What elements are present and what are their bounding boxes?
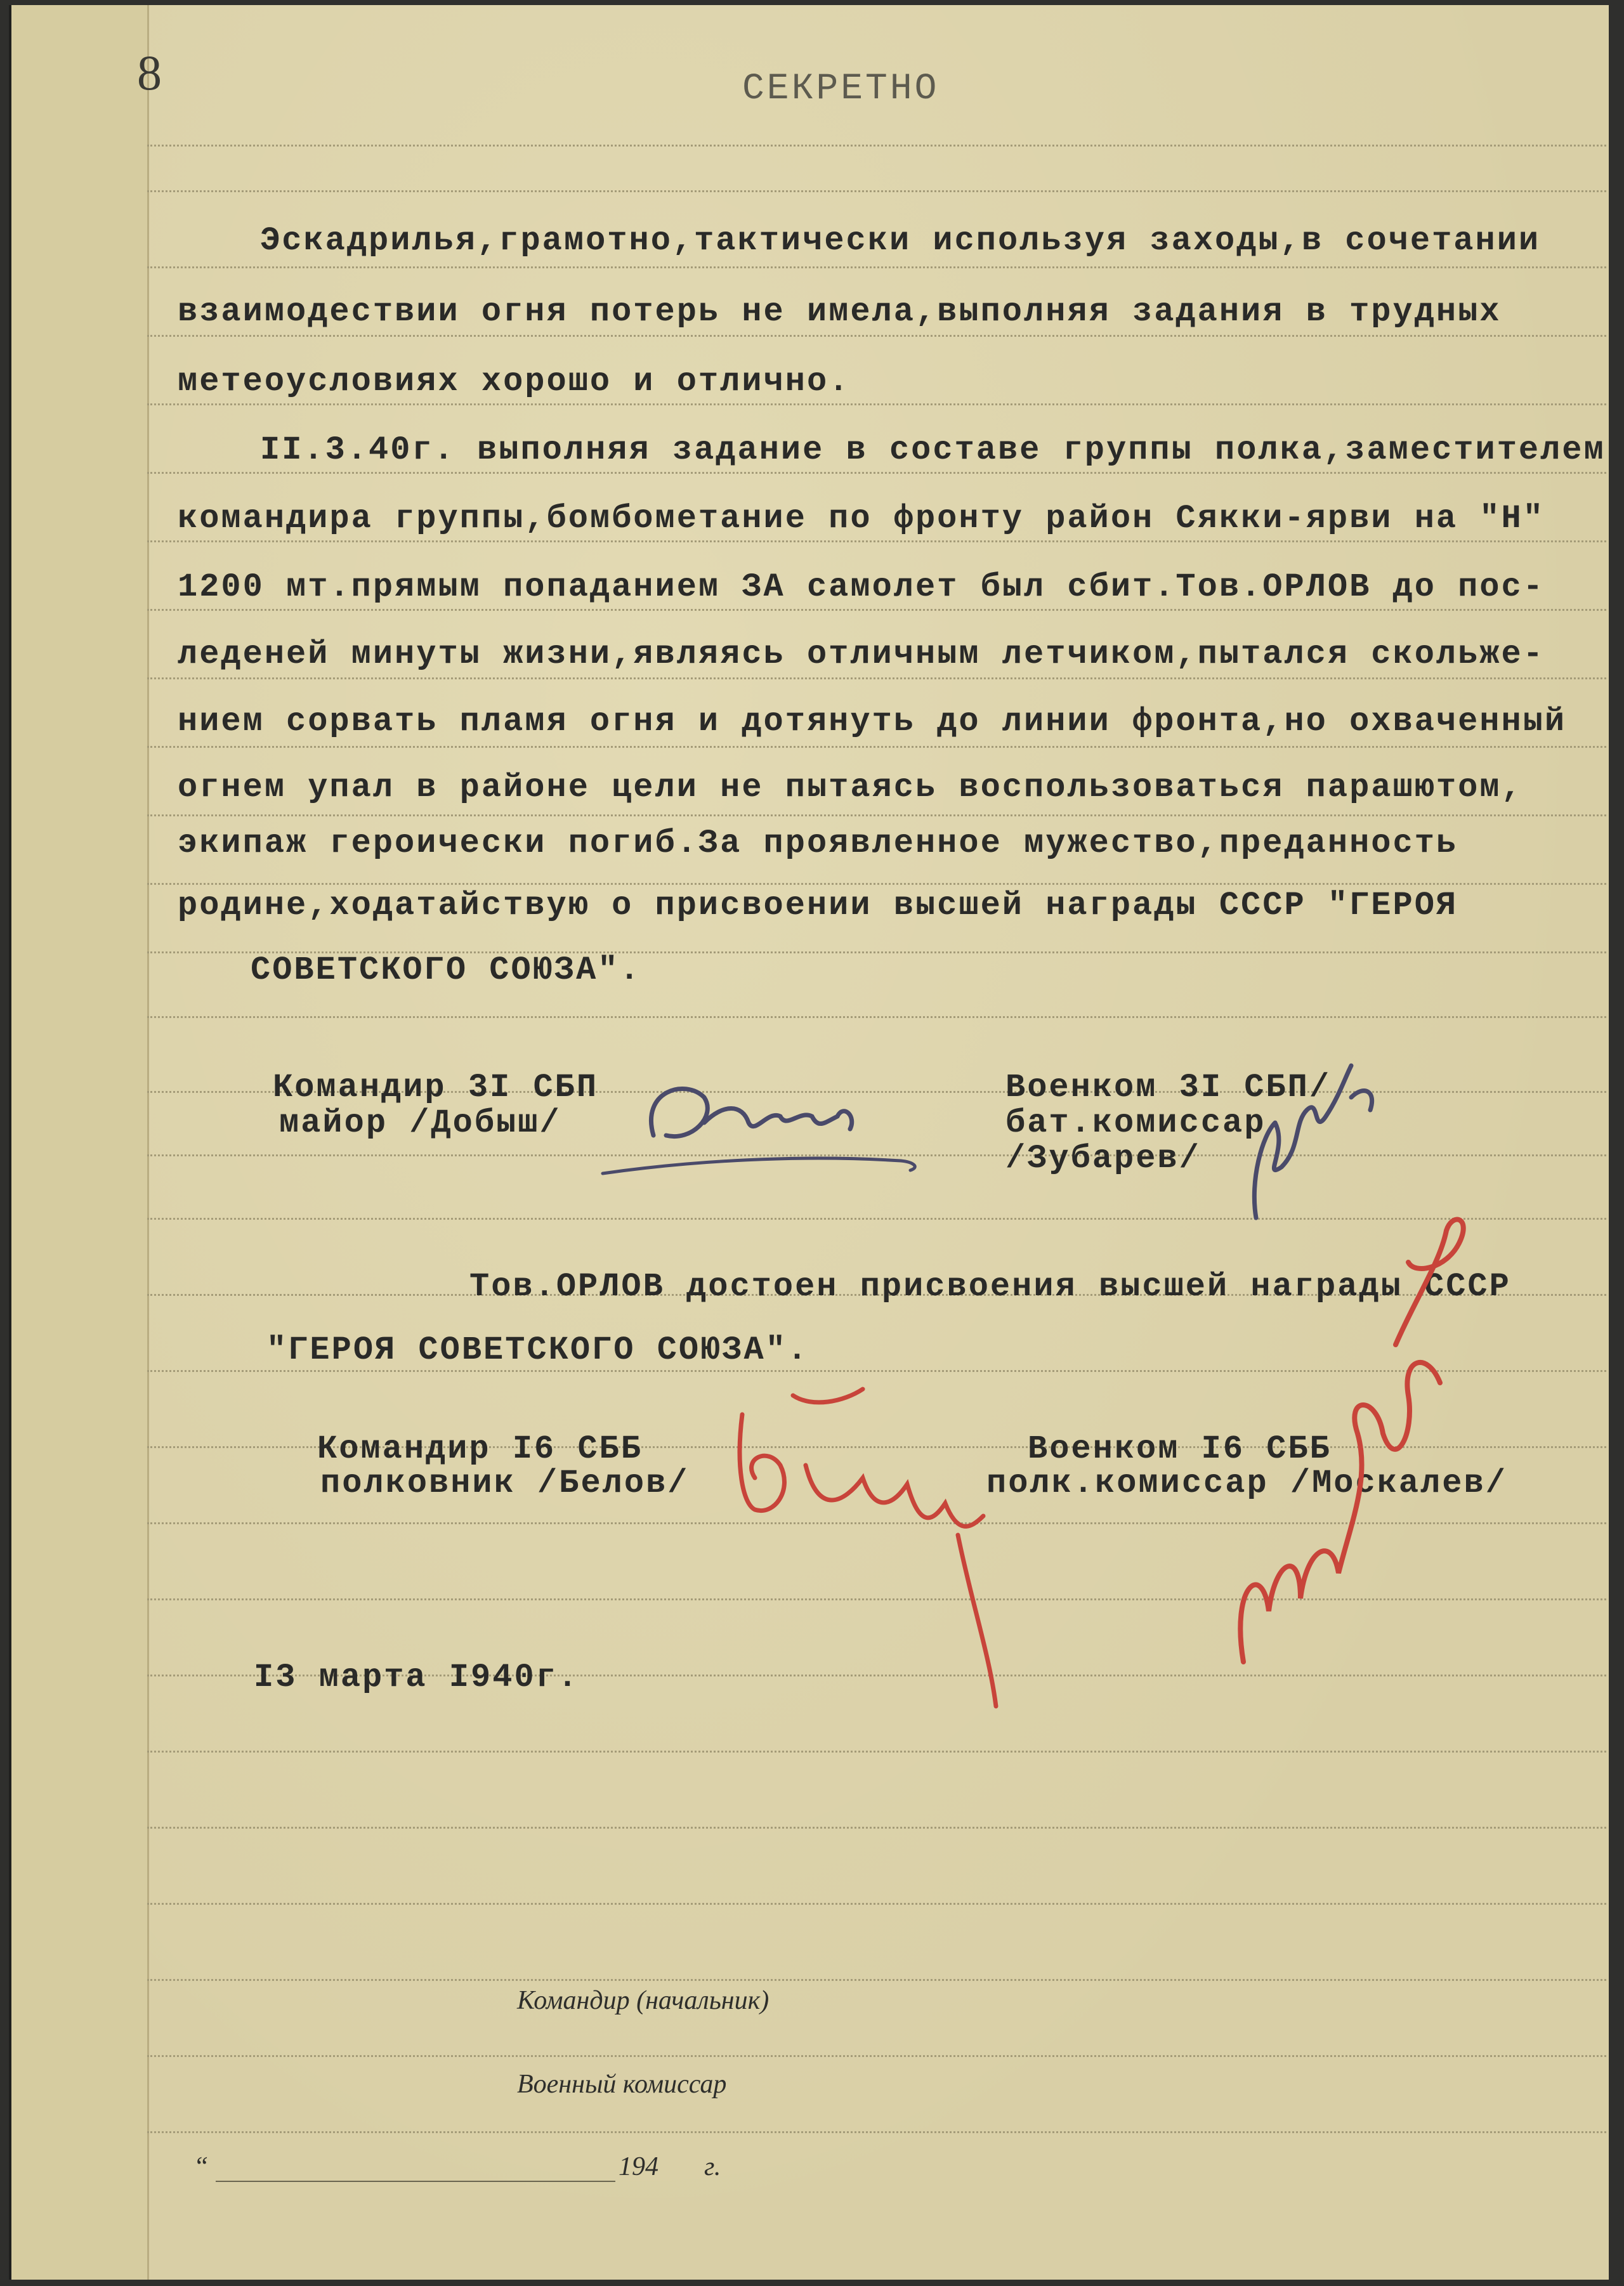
binding-edge	[9, 5, 11, 2280]
ruled-line	[147, 609, 1606, 611]
ruled-line	[147, 266, 1606, 268]
body-text-line: 1200 мт.прямым попаданием ЗА самолет был сбит.Тов.ОРЛОВ до пос-	[178, 568, 1545, 606]
ruled-line	[147, 1903, 1606, 1905]
ruled-line	[147, 1827, 1606, 1829]
signature-zubarev	[1237, 1053, 1427, 1231]
date-underline	[216, 2181, 615, 2182]
regiment-commissar-title: Военком 3I СБП/	[1005, 1069, 1332, 1106]
page-number: 8	[137, 45, 162, 100]
body-text-line: командира группы,бомбометание по фронту район Сякки-ярви на "Н"	[178, 500, 1545, 537]
body-text-line: метеоусловиях хорошо и отлично.	[178, 363, 851, 400]
form-label-year-suffix: г.	[704, 2152, 721, 2181]
brigade-commander-name: полковник /Белов/	[320, 1465, 690, 1502]
ruled-line	[147, 403, 1606, 405]
ruled-line	[147, 746, 1606, 748]
conclusion-line-2: "ГЕРОЯ СОВЕТСКОГО СОЮЗА".	[266, 1331, 809, 1369]
ruled-line	[147, 190, 1606, 192]
ruled-line	[147, 677, 1606, 679]
secrecy-stamp: СЕКРЕТНО	[742, 69, 940, 110]
body-text-line: Эскадрилья,грамотно,тактически используя заходы,в сочетании	[260, 222, 1541, 259]
regiment-commissar-name: /Зубарев/	[1005, 1140, 1201, 1177]
ruled-line	[147, 883, 1606, 885]
body-text-line: взаимодествии огня потерь не имела,выполняя задания в трудных	[178, 293, 1502, 330]
form-label-date-quote: “	[193, 2152, 209, 2181]
brigade-commander-title: Командир I6 СББ	[317, 1430, 643, 1468]
ruled-line	[147, 2055, 1606, 2057]
ruled-line	[147, 814, 1606, 816]
body-text-line: II.3.40г. выполняя задание в составе группы полка,заместителем	[260, 431, 1606, 469]
body-text-line: родине,ходатайствую о присвоении высшей награды СССР "ГЕРОЯ	[178, 887, 1458, 924]
ruled-line	[147, 472, 1606, 474]
regiment-commander-name: майор /Добыш/	[279, 1104, 561, 1142]
body-text-line: леденей минуты жизни,являясь отличным летчиком,пытался скольже-	[178, 636, 1545, 673]
ruled-line	[147, 145, 1606, 147]
form-label-commissar: Военный комиссар	[517, 2070, 727, 2099]
body-text-line: огнем упал в районе цели не пытаясь воспользоваться парашютом,	[178, 769, 1523, 806]
brigade-commissar-title: Военком I6 СББ	[1028, 1430, 1332, 1468]
ruled-line	[147, 1751, 1606, 1753]
ruled-line	[147, 1979, 1606, 1981]
ruled-line	[147, 1016, 1606, 1018]
brigade-commissar-name: полк.комиссар /Москалев/	[986, 1465, 1507, 1502]
regiment-commissar-rank: бат.комиссар	[1005, 1104, 1266, 1142]
body-text-line: СОВЕТСКОГО СОЮЗА".	[251, 951, 641, 989]
body-text-line: нием сорвать пламя огня и дотянуть до линии фронта,но охваченный	[178, 703, 1567, 740]
body-text-line: экипаж героически погиб.За проявленное мужество,преданность	[178, 825, 1458, 862]
form-label-commander: Командир (начальник)	[517, 1986, 769, 2015]
conclusion-line-1: Тов.ОРЛОВ достоен присвоения высшей награды СССР	[469, 1268, 1511, 1305]
ruled-line	[147, 540, 1606, 542]
binding-margin	[9, 5, 149, 2280]
signature-moskalev-red	[1205, 1205, 1497, 1687]
ruled-line	[147, 2131, 1606, 2133]
ruled-line	[147, 335, 1606, 337]
signature-belov-red	[717, 1389, 1009, 1719]
signature-dobysh	[596, 1053, 939, 1192]
regiment-commander-title: Командир 3I СБП	[273, 1069, 599, 1106]
document-date: I3 марта I940г.	[254, 1659, 580, 1696]
form-label-year: 194	[619, 2152, 658, 2181]
